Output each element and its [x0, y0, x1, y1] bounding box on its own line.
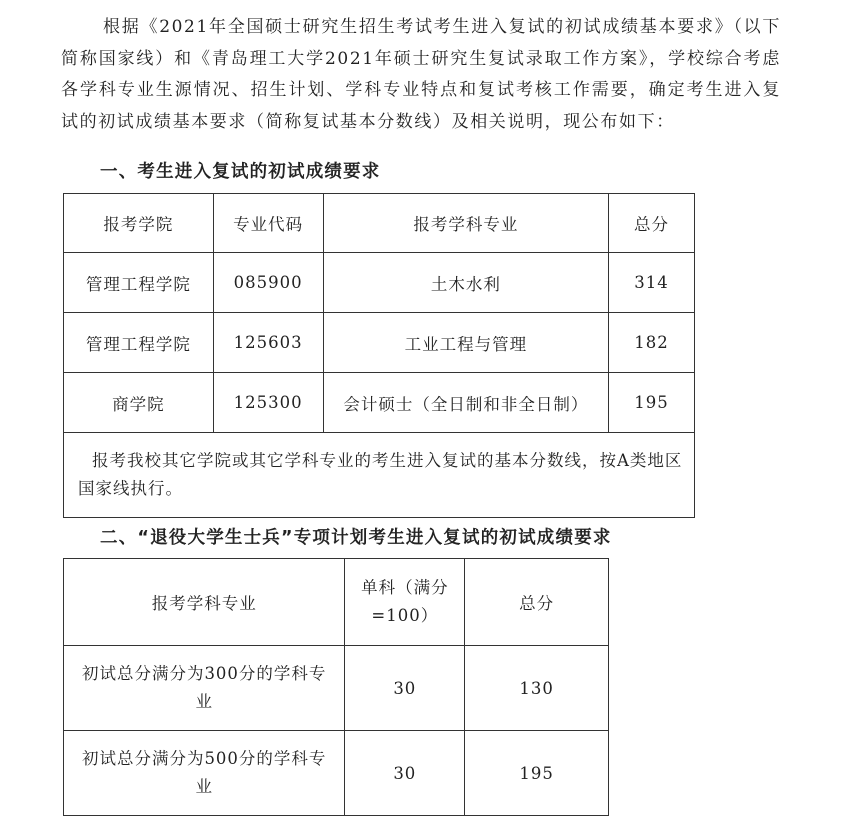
cell-major-code: 125300 [213, 373, 323, 433]
cell-major: 土木水利 [323, 253, 608, 313]
intro-paragraph: 根据《2021年全国硕士研究生招生考试考生进入复试的初试成绩基本要求》（以下简称国家线）和《青岛理工大学2021年硕士研究生复试录取工作方案》，学校综合考虑各学科专业生源情况、招生计划、学科专业特点和复试考核工作需要，确定考生进入复试的初试成绩基本要求（简称复试基本分数线）及相关说明，现公布如下： [61, 17, 781, 132]
cell-major-code: 085900 [213, 253, 323, 313]
section-1-heading: 一、考生进入复试的初试成绩要求 [100, 162, 381, 182]
table-row [64, 253, 695, 313]
header-total: 总分 [609, 194, 695, 253]
header-single-subject: 单科（满分=100） [345, 559, 465, 646]
veteran-score-requirements-table [63, 558, 609, 816]
table-row [64, 373, 695, 433]
cell-major: 初试总分满分为300分的学科专业 [64, 646, 345, 731]
cell-major-code: 125603 [213, 313, 323, 373]
section-2-heading: 二、“退役大学生士兵”专项计划考生进入复试的初试成绩要求 [100, 528, 612, 548]
cell-major: 会计硕士（全日制和非全日制） [323, 373, 608, 433]
cell-college: 管理工程学院 [64, 253, 214, 313]
header-major: 报考学科专业 [64, 559, 345, 646]
cell-total: 130 [465, 646, 609, 731]
score-requirements-table [63, 193, 695, 518]
cell-total: 182 [609, 313, 695, 373]
header-major-code: 专业代码 [213, 194, 323, 253]
cell-major: 工业工程与管理 [323, 313, 608, 373]
table-header-row [64, 194, 695, 253]
cell-single-subject: 30 [345, 646, 465, 731]
header-major: 报考学科专业 [323, 194, 608, 253]
cell-single-subject: 30 [345, 731, 465, 816]
cell-total: 314 [609, 253, 695, 313]
table-note: 报考我校其它学院或其它学科专业的考生进入复试的基本分数线，按A类地区国家线执行。 [64, 433, 695, 518]
table-row [64, 313, 695, 373]
table-row [64, 731, 609, 816]
header-total: 总分 [465, 559, 609, 646]
cell-college: 管理工程学院 [64, 313, 214, 373]
cell-total: 195 [609, 373, 695, 433]
table-row [64, 646, 609, 731]
header-college: 报考学院 [64, 194, 214, 253]
cell-total: 195 [465, 731, 609, 816]
table-header-row [64, 559, 609, 646]
table-note-row [64, 433, 695, 518]
cell-major: 初试总分满分为500分的学科专业 [64, 731, 345, 816]
cell-college: 商学院 [64, 373, 214, 433]
